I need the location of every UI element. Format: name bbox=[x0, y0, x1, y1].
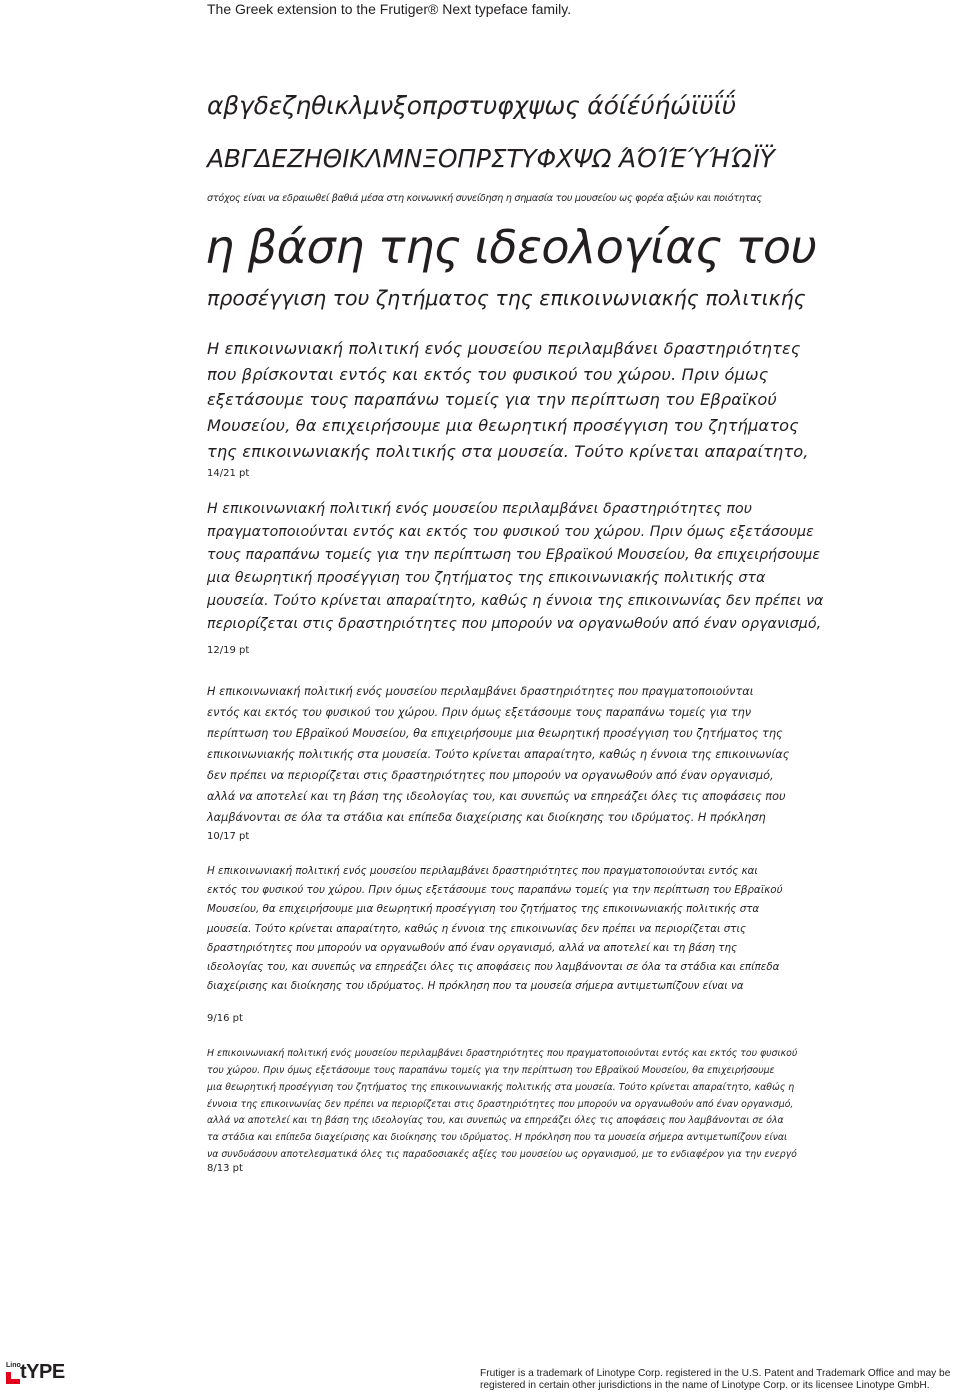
text-line: εκτός του φυσικού του χώρου. Πριν όμως εξετάσουμε τους παραπάνω τομείς για την περίπτωση του Εβραϊκού bbox=[207, 884, 783, 897]
linotype-logo bbox=[6, 1360, 68, 1386]
text-line: έννοια της επικοινωνίας δεν πρέπει να περιορίζεται στις δραστηριότητες που μπορούν να οργανωθούν από έναν οργανισμό, bbox=[207, 1098, 794, 1110]
tiny-specimen-line: στόχος είναι να εδραιωθεί βαθιά μέσα στη κοινωνική συνείδηση η σημασία του μουσείου ως φορέα αξιών και ποιότητας bbox=[207, 193, 762, 204]
big-headline: η βάση της ιδεολογίας του bbox=[205, 220, 817, 274]
size-label-9-16: 9/16 pt bbox=[207, 1013, 243, 1024]
sample-12-19 bbox=[207, 498, 824, 637]
text-line: περιορίζεται στις δραστηριότητες που μπορούν να οργανωθούν από έναν οργανισμό, bbox=[207, 616, 822, 633]
text-line: Η επικοινωνιακή πολιτική ενός μουσείου περιλαμβάνει δραστηριότητες που πραγματοποιούνται εντός και εκτός του φυσικού bbox=[207, 1048, 798, 1059]
text-line: Η επικοινωνιακή πολιτική ενός μουσείου περιλαμβάνει δραστηριότητες bbox=[207, 339, 801, 358]
footer-line: registered in certain other jurisdictions in the name of Linotype Corp. or its licensee Linotype GmbH. bbox=[480, 1380, 930, 1391]
text-line: δεν πρέπει να περιορίζεται στις δραστηριότητες που μπορούν να οργανωθούν από έναν οργανισμό, bbox=[207, 769, 774, 782]
size-label-12-19: 12/19 pt bbox=[207, 645, 250, 656]
text-line: Μουσείου, θα επιχειρήσουμε μια θεωρητική προσέγγιση του ζητήματος bbox=[207, 416, 799, 436]
text-line: Μουσείου, θα επιχειρήσουμε μια θεωρητική προσέγγιση του ζητήματος της επικοινωνιακής πολιτικής στα bbox=[207, 903, 760, 916]
text-line: που βρίσκονται εντός και εκτός του φυσικού του χώρου. Πριν όμως bbox=[207, 364, 769, 384]
text-line: δραστηριότητες που μπορούν να οργανωθούν από έναν οργανισμό, αλλά να αποτελεί και τη βάση της bbox=[207, 941, 738, 954]
text-line: του χώρου. Πριν όμως εξετάσουμε τους παραπάνω τομείς για την περίπτωση του Εβραϊκού Μουσείου, θα επιχειρήσουμε bbox=[207, 1064, 775, 1076]
sample-8-13 bbox=[207, 1046, 797, 1164]
sample-10-17 bbox=[207, 681, 797, 828]
text-line: πραγματοποιούνται εντός και εκτός του φυσικού του χώρου. Πριν όμως εξετάσουμε bbox=[207, 524, 814, 541]
size-label-10-17: 10/17 pt bbox=[207, 831, 250, 842]
text-line: διαχείρισης και διοίκησης του ιδρύματος. Η πρόκληση που τα μουσεία σήμερα αντιμετωπίζουν είναι να bbox=[207, 980, 744, 993]
text-line: τα στάδια και επίπεδα διαχείρισης και διοίκησης του ιδρύματος. Η πρόκληση που τα μουσεία σήμερα αντιμετωπίζουν είναι bbox=[207, 1132, 788, 1144]
sample-9-16 bbox=[207, 862, 797, 996]
uppercase-specimen: ΑΒΓΔΕΖΗΘΙΚΛΜΝΞΟΠΡΣΤΥΦΧΨΩ ΆΌΊΈΎΉΏΪΫ bbox=[207, 144, 775, 173]
text-line: εξετάσουμε τους παραπάνω τομείς για την περίπτωση του Εβραϊκού bbox=[207, 390, 777, 410]
text-line: μια θεωρητική προσέγγιση του ζητήματος της επικοινωνιακής πολιτικής στα bbox=[207, 570, 766, 587]
text-line: μια θεωρητική προσέγγιση του ζητήματος της επικοινωνιακής πολιτικής στα μουσεία. Τούτο κρίνεται απαραίτητο, καθώς η bbox=[207, 1081, 795, 1093]
text-line: αλλά να αποτελεί και τη βάση της ιδεολογίας του, και συνεπώς να επηρεάζει όλες τις αποφάσεις που λαμβάνονται σε όλα bbox=[207, 1115, 784, 1127]
text-line: τους παραπάνω τομείς για την περίπτωση του Εβραϊκού Μουσείου, θα επιχειρήσουμε bbox=[207, 547, 821, 564]
size-label-14-21: 14/21 pt bbox=[207, 468, 250, 479]
text-line: ιδεολογίας του, και συνεπώς να επηρεάζει όλες τις αποφάσεις που λαμβάνονται σε όλα τα στάδια και επίπεδα bbox=[207, 961, 780, 974]
text-line: Η επικοινωνιακή πολιτική ενός μουσείου περιλαμβάνει δραστηριότητες που bbox=[207, 501, 752, 517]
header-title: The Greek extension to the Frutiger® Next typeface family. bbox=[207, 1, 572, 17]
text-line: αλλά να αποτελεί και τη βάση της ιδεολογίας του, και συνεπώς να επηρεάζει όλες τις αποφάσεις που bbox=[207, 790, 786, 803]
size-label-8-13: 8/13 pt bbox=[207, 1163, 243, 1174]
text-line: επικοινωνιακής πολιτικής στα μουσεία. Τούτο κρίνεται απαραίτητο, καθώς η έννοια της επικοινωνίας bbox=[207, 748, 790, 761]
footer-line: Frutiger is a trademark of Linotype Corp. registered in the U.S. Patent and Trademark Office and may be bbox=[480, 1368, 951, 1379]
text-line: λαμβάνονται σε όλα τα στάδια και επίπεδα διαχείρισης και διοίκησης του ιδρύματος. Η πρόκληση bbox=[207, 811, 766, 824]
lowercase-specimen: αβγδεζηθικλμνξοπρστυφχψως άόίέύήώϊϋΐΰ bbox=[207, 91, 736, 120]
text-line: της επικοινωνιακής πολιτικής στα μουσεία. Τούτο κρίνεται απαραίτητο, bbox=[207, 441, 809, 461]
sample-14-21 bbox=[207, 336, 809, 465]
trademark-footer bbox=[480, 1368, 958, 1392]
text-line: Η επικοινωνιακή πολιτική ενός μουσείου περιλαμβάνει δραστηριότητες που πραγματοποιούνται εντός και bbox=[207, 865, 758, 877]
text-line: μουσεία. Τούτο κρίνεται απαραίτητο, καθώς η έννοια της επικοινωνίας δεν πρέπει να περιορίζεται στις bbox=[207, 922, 747, 935]
text-line: περίπτωση του Εβραϊκού Μουσείου, θα επιχειρήσουμε μια θεωρητική προσέγγιση του ζητήματος της bbox=[207, 727, 783, 740]
logo-big-text: tYPE bbox=[20, 1361, 65, 1383]
logo-small-text: Lino bbox=[6, 1362, 21, 1369]
subheadline: προσέγγιση του ζητήματος της επικοινωνιακής πολιτικής bbox=[207, 286, 806, 310]
text-line: να συνδυάσουν αποτελεσματικά όλες τις παραδοσιακές αξίες του μουσείου ως οργανισμού, με το ενδιαφέρον για την ενεργό bbox=[207, 1149, 797, 1161]
text-line: Η επικοινωνιακή πολιτική ενός μουσείου περιλαμβάνει δραστηριότητες που πραγματοποιούνται bbox=[207, 685, 754, 698]
text-line: μουσεία. Τούτο κρίνεται απαραίτητο, καθώς η έννοια της επικοινωνίας δεν πρέπει να bbox=[207, 593, 824, 610]
text-line: εντός και εκτός του φυσικού του χώρου. Πριν όμως εξετάσουμε τους παραπάνω τομείς για την bbox=[207, 706, 752, 719]
logo-mark-icon bbox=[6, 1372, 20, 1384]
